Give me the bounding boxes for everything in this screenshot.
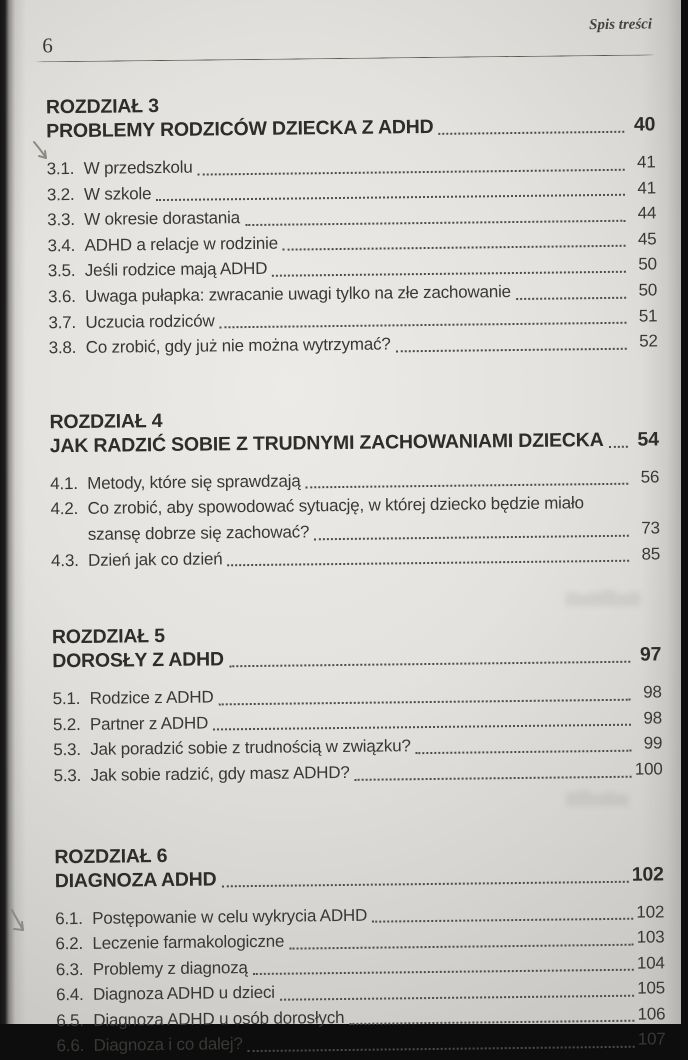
toc-chapter: [54, 838, 665, 1059]
entry-page-number: 41: [637, 152, 656, 172]
page-header: [0, 0, 676, 68]
toc-entry: [53, 756, 662, 789]
toc-entry: [50, 490, 660, 548]
entry-body: [90, 756, 662, 788]
entry-title: Jeśli rodzice mają ADHD: [84, 259, 268, 281]
toc-chapter: [49, 403, 660, 573]
entry-title: Partner z ADHD: [89, 713, 209, 734]
entry-page-number: 50: [638, 280, 658, 300]
entry-page-number: 51: [638, 305, 658, 326]
chapter-label: ROZDZIAŁ 4: [49, 409, 163, 434]
chapter-title: JAK RADZIĆ SOBIE Z TRUDNYMI ZACHOWANIAMI DZIECKA: [49, 428, 604, 458]
entry-page-number: 107: [637, 1029, 666, 1050]
leader-dots: [280, 995, 634, 1001]
show-through-ghost: ▆▅▆▇▅▆: [565, 589, 641, 606]
entry-page-number: 99: [643, 733, 663, 753]
toc-entry: [51, 541, 660, 574]
entry-number: 3.6.: [48, 286, 76, 307]
leader-dots: [609, 445, 628, 447]
entry-line: [86, 329, 658, 361]
leader-dots: [220, 322, 627, 329]
leader-dots: [229, 661, 630, 668]
entry-number: 3.1.: [46, 159, 75, 179]
chapter-label: ROZDZIAŁ 3: [45, 95, 159, 119]
entry-title: Diagnoza ADHD u dzieci: [92, 983, 275, 1005]
chapter-entries: [50, 464, 660, 573]
entry-number: 5.2.: [52, 714, 81, 734]
leader-dots: [314, 534, 629, 540]
entry-page-number: 41: [637, 177, 657, 198]
chapter-title: DIAGNOZA ADHD: [54, 867, 217, 892]
chapter-title: PROBLEMY RODZICÓW DZIECKA Z ADHD: [46, 115, 434, 143]
leader-dots: [438, 131, 624, 135]
entry-page-number: 85: [641, 543, 661, 564]
entry-number: 6.6.: [56, 1036, 85, 1056]
entry-title: Jak poradzić sobie z trudnością w związku?: [90, 736, 411, 760]
leader-dots: [396, 347, 627, 352]
toc-chapters: [0, 60, 688, 1060]
entry-page-number: 105: [637, 978, 666, 998]
entry-number: 5.1.: [52, 689, 81, 709]
entry-page-number: 73: [641, 518, 660, 538]
entry-page-number: 44: [637, 203, 657, 223]
entry-page-number: 56: [640, 467, 660, 487]
show-through-ghost: ▆▇▅▆▅: [566, 789, 629, 806]
entry-title: Postępowanie w celu wykrycia ADHD: [92, 905, 368, 928]
entry-title: W przedszkolu: [83, 157, 193, 178]
entry-title: W szkole: [83, 183, 152, 204]
leader-dots: [253, 969, 634, 975]
entry-title-line: Co zrobić, aby spowodować sytuację, w której dziecko będzie miało: [87, 493, 584, 519]
running-title: Spis treści: [589, 16, 653, 34]
entry-title: Uczucia rodziców: [85, 310, 215, 332]
chapter-entries: [55, 899, 666, 1059]
entry-title: Diagnoza i co dalej?: [93, 1034, 243, 1056]
entry-page-number: 50: [638, 254, 657, 274]
chapter-page-number: 40: [633, 113, 656, 136]
leader-dots: [228, 560, 630, 567]
entry-number: 4.2.: [50, 499, 79, 519]
chapter-page-number: 97: [639, 643, 662, 666]
entry-page-number: 103: [636, 927, 665, 947]
leader-dots: [213, 724, 631, 731]
entry-title: Metody, które się sprawdzają: [87, 471, 301, 493]
entry-page-number: 98: [643, 682, 662, 702]
leader-dots: [245, 220, 625, 226]
entry-title: Leczenie farmakologiczne: [92, 931, 285, 953]
entry-number: 3.2.: [46, 184, 75, 204]
entry-number: 6.4.: [55, 985, 84, 1005]
entry-body: [88, 541, 660, 573]
entry-number: 3.7.: [48, 312, 77, 332]
entry-title: Co zrobić, gdy już nie można wytrzymać?: [85, 334, 391, 358]
leader-dots: [219, 698, 631, 705]
toc-chapter: [52, 619, 663, 789]
toc-chapter: [46, 88, 658, 361]
entry-body: [93, 1027, 665, 1059]
entry-number: 3.3.: [47, 210, 75, 230]
entry-title: Uwaga pułapka: zwracanie uwagi tylko na złe zachowanie: [85, 282, 511, 306]
chapter-page-number: 102: [631, 862, 664, 886]
entry-number: 5.3.: [53, 740, 81, 760]
entry-body: [86, 329, 658, 361]
entry-title: Rodzice z ADHD: [89, 687, 214, 708]
entry-number: 6.1.: [55, 908, 83, 928]
entry-page-number: 98: [643, 708, 663, 728]
leader-dots: [198, 168, 625, 175]
chapter-label: ROZDZIAŁ 6: [54, 844, 168, 868]
entry-title: Dzień jak co dzień: [88, 548, 223, 570]
chapter-page-number: 54: [637, 428, 659, 451]
leader-dots: [416, 750, 632, 754]
leader-dots: [272, 271, 626, 277]
chapter-label: ROZDZIAŁ 5: [51, 625, 165, 649]
entry-page-number: 100: [634, 759, 663, 779]
chapter-entries: [53, 679, 663, 788]
entry-number: 3.5.: [47, 261, 76, 281]
chapter-entries: [47, 149, 658, 361]
entry-title-continued: szansę dobrze się zachować?: [87, 522, 310, 544]
toc-entry: [49, 329, 658, 362]
leader-dots: [516, 296, 626, 299]
leader-dots: [156, 194, 625, 201]
entry-page-number: 52: [639, 331, 658, 351]
entry-number: 6.5.: [56, 1010, 85, 1031]
toc-entry: [56, 1027, 665, 1060]
entry-number: 6.2.: [55, 934, 84, 954]
entry-number: 5.3.: [53, 765, 82, 786]
entry-page-number: 102: [636, 901, 665, 922]
leader-dots: [349, 1020, 634, 1025]
entry-line: [93, 1027, 665, 1059]
entry-number: 3.8.: [48, 338, 77, 358]
entry-number: 3.4.: [47, 235, 76, 256]
entry-number: 4.1.: [50, 473, 78, 494]
entry-page-number: 104: [636, 953, 665, 973]
entry-line: [88, 541, 660, 573]
entry-title: W okresie dorastania: [84, 208, 241, 230]
entry-body: [87, 490, 660, 548]
entry-page-number: 106: [637, 1004, 666, 1024]
chapter-title: DOROSŁY Z ADHD: [52, 648, 224, 673]
leader-dots: [355, 775, 632, 780]
leader-dots: [283, 245, 626, 251]
leader-dots: [222, 880, 629, 887]
entry-line: [90, 756, 662, 788]
entry-title: ADHD a relacje w rodzinie: [84, 233, 279, 255]
leader-dots: [289, 943, 633, 949]
leader-dots: [248, 1046, 635, 1052]
entry-number: 6.3.: [55, 959, 84, 979]
page-number: 6: [42, 33, 53, 58]
entry-page-number: 45: [637, 229, 657, 249]
entry-title: Problemy z diagnozą: [92, 957, 248, 979]
entry-title: Jak sobie radzić, gdy masz ADHD?: [90, 762, 350, 785]
entry-number: 4.3.: [51, 550, 79, 570]
header-rule: [35, 54, 654, 62]
leader-dots: [372, 918, 633, 923]
leader-dots: [306, 483, 629, 489]
entry-title: Diagnoza ADHD u osób dorosłych: [93, 1007, 345, 1030]
